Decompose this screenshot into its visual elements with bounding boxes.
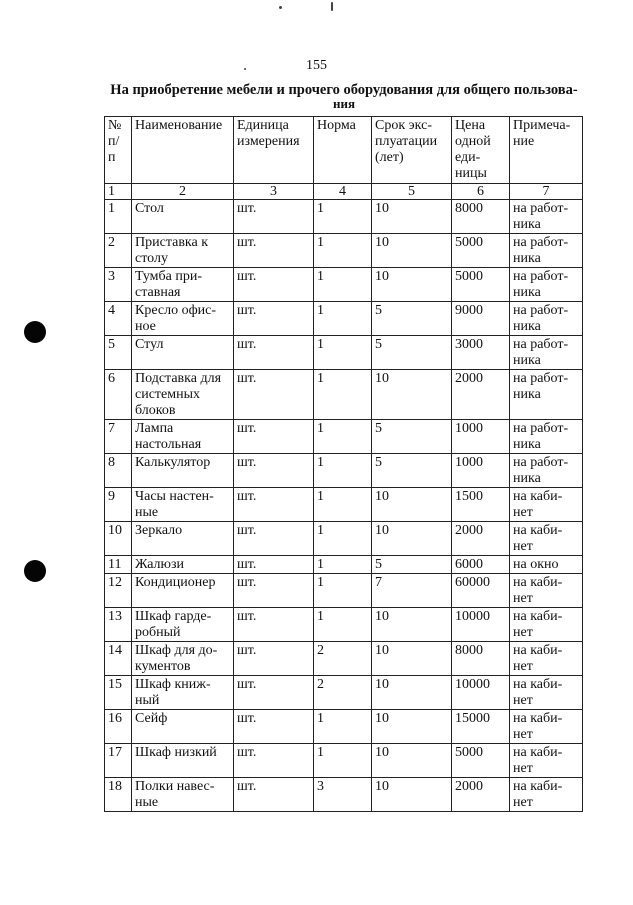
table-row [105,676,583,710]
item-name-cell: Жалюзи [132,556,234,574]
unit-price-cell: 2000 [452,778,510,812]
item-name-cell: Полки навес-ные [132,778,234,812]
norm-cell: 1 [314,454,372,488]
row-number-cell: 13 [105,608,132,642]
note-cell: на каби-нет [510,642,583,676]
service-life-cell: 7 [372,574,452,608]
furniture-table [104,116,583,812]
norm-cell: 1 [314,744,372,778]
note-cell: на работ-ника [510,454,583,488]
note-cell: на работ-ника [510,420,583,454]
unit-price-cell: 2000 [452,370,510,420]
unit-cell: шт. [234,676,314,710]
note-cell: на окно [510,556,583,574]
unit-cell: шт. [234,370,314,420]
unit-cell: шт. [234,556,314,574]
header-cell: Норма [314,117,372,184]
norm-cell: 1 [314,488,372,522]
unit-cell: шт. [234,420,314,454]
row-number-cell: 4 [105,302,132,336]
punch-hole [24,560,46,582]
document-title [104,82,584,110]
item-name-cell: Кондиционер [132,574,234,608]
service-life-cell: 5 [372,454,452,488]
norm-cell: 1 [314,574,372,608]
unit-cell: шт. [234,522,314,556]
unit-cell: шт. [234,574,314,608]
item-name-cell: Шкаф книж-ный [132,676,234,710]
item-name-cell: Часы настен-ные [132,488,234,522]
unit-cell: шт. [234,744,314,778]
norm-cell: 1 [314,608,372,642]
table-row [105,608,583,642]
unit-cell: шт. [234,234,314,268]
header-cell: Примеча-ние [510,117,583,184]
note-cell: на каби-нет [510,522,583,556]
row-number-cell: 5 [105,336,132,370]
note-cell: на каби-нет [510,744,583,778]
table-row [105,744,583,778]
unit-price-cell: 2000 [452,522,510,556]
column-number: 1 [105,184,132,200]
row-number-cell: 11 [105,556,132,574]
unit-price-cell: 10000 [452,676,510,710]
unit-price-cell: 10000 [452,608,510,642]
service-life-cell: 10 [372,522,452,556]
item-name-cell: Лампа настольная [132,420,234,454]
norm-cell: 1 [314,336,372,370]
norm-cell: 1 [314,200,372,234]
table-row [105,778,583,812]
service-life-cell: 10 [372,778,452,812]
service-life-cell: 5 [372,420,452,454]
service-life-cell: 10 [372,676,452,710]
unit-cell: шт. [234,454,314,488]
unit-price-cell: 9000 [452,302,510,336]
unit-cell: шт. [234,778,314,812]
note-cell: на работ-ника [510,370,583,420]
column-number: 7 [510,184,583,200]
unit-cell: шт. [234,302,314,336]
table-row [105,200,583,234]
table-row [105,268,583,302]
service-life-cell: 5 [372,556,452,574]
header-cell: Единица измерения [234,117,314,184]
service-life-cell: 10 [372,200,452,234]
column-number: 2 [132,184,234,200]
row-number-cell: 16 [105,710,132,744]
norm-cell: 1 [314,268,372,302]
table-body [105,117,583,812]
norm-cell: 1 [314,234,372,268]
note-cell: на работ-ника [510,302,583,336]
column-number: 3 [234,184,314,200]
norm-cell: 1 [314,556,372,574]
row-number-cell: 8 [105,454,132,488]
page-number: 155 [306,58,327,73]
header-cell: Цена одной еди-ницы [452,117,510,184]
note-cell: на каби-нет [510,574,583,608]
row-number-cell: 9 [105,488,132,522]
row-number-cell: 6 [105,370,132,420]
item-name-cell: Зеркало [132,522,234,556]
table-row [105,370,583,420]
header-cell: Наименование [132,117,234,184]
item-name-cell: Стул [132,336,234,370]
note-cell: на каби-нет [510,676,583,710]
row-number-cell: 17 [105,744,132,778]
service-life-cell: 10 [372,642,452,676]
service-life-cell: 5 [372,302,452,336]
table-row [105,522,583,556]
note-cell: на работ-ника [510,234,583,268]
norm-cell: 1 [314,302,372,336]
service-life-cell: 10 [372,370,452,420]
table-row [105,710,583,744]
service-life-cell: 10 [372,744,452,778]
service-life-cell: 10 [372,710,452,744]
punch-hole [24,321,46,343]
unit-price-cell: 8000 [452,642,510,676]
note-cell: на работ-ника [510,268,583,302]
row-number-cell: 3 [105,268,132,302]
note-cell: на каби-нет [510,778,583,812]
item-name-cell: Подставка для системных блоков [132,370,234,420]
service-life-cell: 10 [372,488,452,522]
unit-price-cell: 60000 [452,574,510,608]
item-name-cell: Шкаф гарде-робный [132,608,234,642]
unit-price-cell: 1500 [452,488,510,522]
column-number: 6 [452,184,510,200]
item-name-cell: Шкаф для до-кументов [132,642,234,676]
norm-cell: 1 [314,710,372,744]
row-number-cell: 7 [105,420,132,454]
header-cell: Срок экс-плуатации (лет) [372,117,452,184]
norm-cell: 1 [314,370,372,420]
row-number-cell: 2 [105,234,132,268]
table-row [105,454,583,488]
row-number-cell: 15 [105,676,132,710]
service-life-cell: 10 [372,234,452,268]
item-name-cell: Калькулятор [132,454,234,488]
item-name-cell: Кресло офис-ное [132,302,234,336]
table-row [105,302,583,336]
norm-cell: 3 [314,778,372,812]
table-row [105,234,583,268]
table-row [105,420,583,454]
row-number-cell: 12 [105,574,132,608]
title-line-1: На приобретение мебели и прочего оборудования для общего пользова- [110,82,578,98]
norm-cell: 2 [314,676,372,710]
unit-cell: шт. [234,608,314,642]
row-number-cell: 1 [105,200,132,234]
unit-price-cell: 3000 [452,336,510,370]
title-line-2: ния [332,96,355,111]
table-row [105,336,583,370]
row-number-cell: 10 [105,522,132,556]
unit-price-cell: 6000 [452,556,510,574]
column-number: 4 [314,184,372,200]
service-life-cell: 10 [372,608,452,642]
header-cell: № п/ п [105,117,132,184]
unit-cell: шт. [234,268,314,302]
item-name-cell: Приставка к столу [132,234,234,268]
unit-price-cell: 1000 [452,454,510,488]
note-cell: на работ-ника [510,336,583,370]
unit-cell: шт. [234,710,314,744]
unit-price-cell: 5000 [452,234,510,268]
note-cell: на каби-нет [510,608,583,642]
table-row [105,556,583,574]
unit-cell: шт. [234,488,314,522]
row-number-cell: 18 [105,778,132,812]
item-name-cell: Сейф [132,710,234,744]
unit-cell: шт. [234,642,314,676]
unit-price-cell: 8000 [452,200,510,234]
column-number-row [105,184,583,200]
item-name-cell: Тумба при-ставная [132,268,234,302]
unit-cell: шт. [234,336,314,370]
norm-cell: 1 [314,522,372,556]
unit-price-cell: 1000 [452,420,510,454]
scan-speck [279,6,282,9]
unit-price-cell: 15000 [452,710,510,744]
service-life-cell: 5 [372,336,452,370]
unit-cell: шт. [234,200,314,234]
table-row [105,574,583,608]
norm-cell: 2 [314,642,372,676]
table-row [105,642,583,676]
unit-price-cell: 5000 [452,744,510,778]
note-cell: на работ-ника [510,200,583,234]
scan-speck [331,2,333,11]
unit-price-cell: 5000 [452,268,510,302]
table-row [105,488,583,522]
item-name-cell: Шкаф низкий [132,744,234,778]
note-cell: на каби-нет [510,488,583,522]
row-number-cell: 14 [105,642,132,676]
service-life-cell: 10 [372,268,452,302]
column-number: 5 [372,184,452,200]
note-cell: на каби-нет [510,710,583,744]
item-name-cell: Стол [132,200,234,234]
norm-cell: 1 [314,420,372,454]
table-header-row [105,117,583,184]
